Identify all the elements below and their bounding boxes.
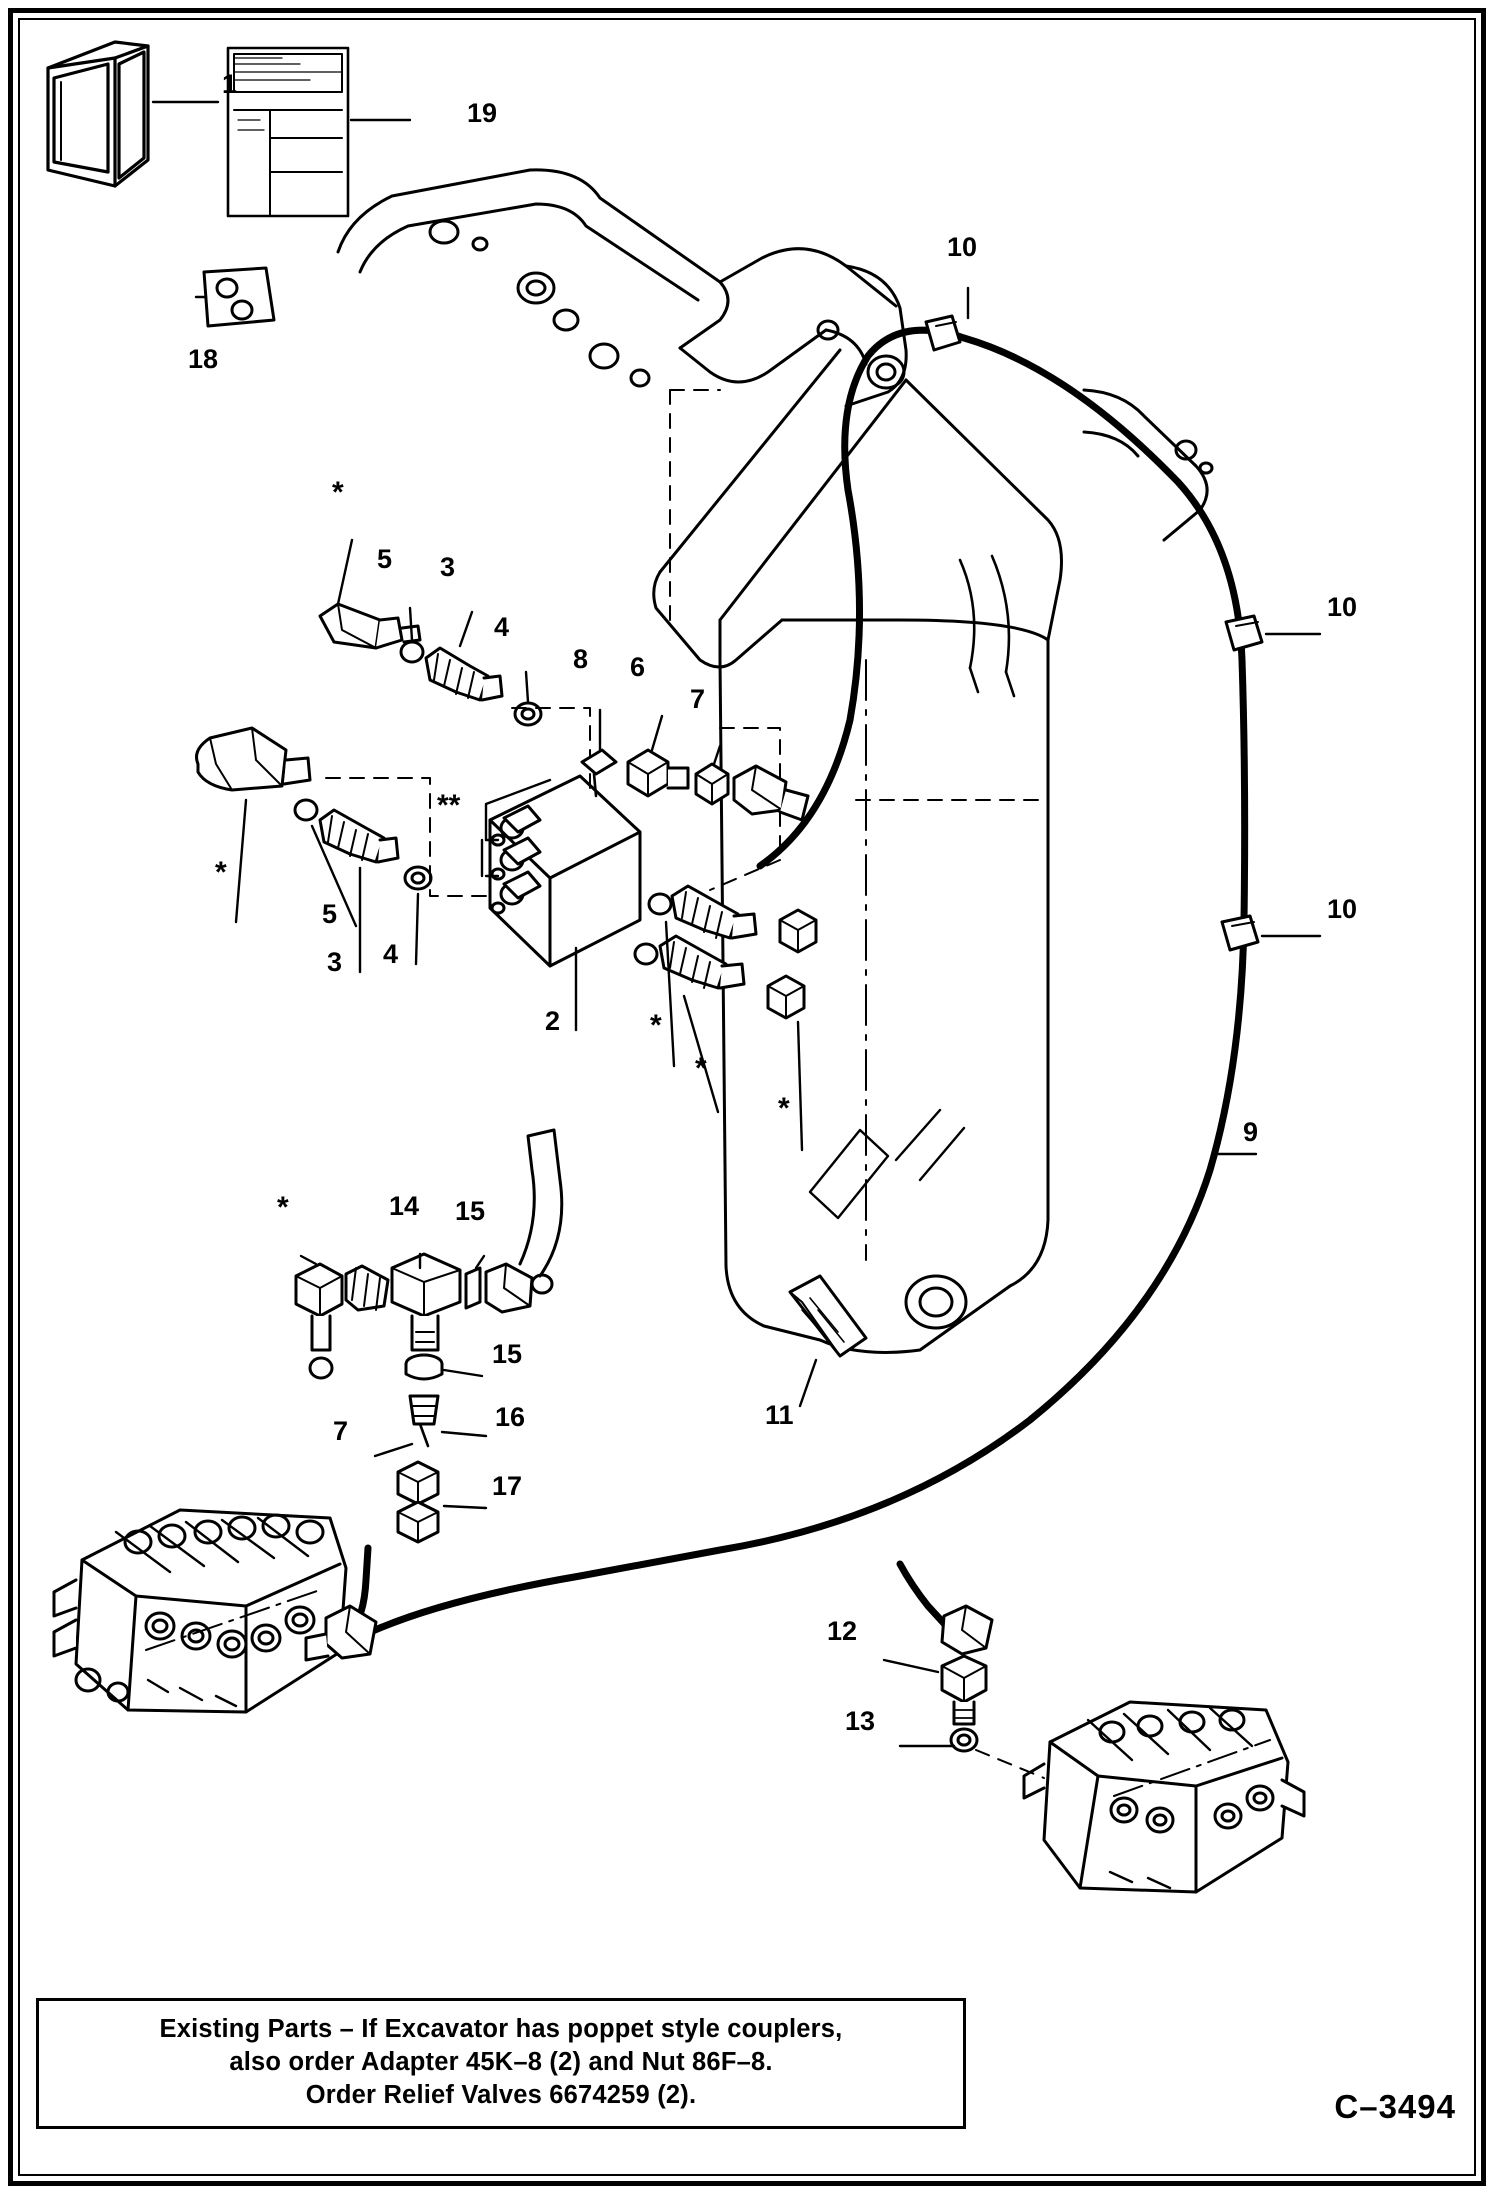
part-lower-coupler: [197, 728, 311, 790]
part-manual-box: [48, 42, 148, 186]
part-washer-4-lower: [405, 867, 431, 889]
callout-3-lower: 3: [327, 947, 343, 977]
part-oring-5-lower: [295, 800, 317, 820]
leader-17: [444, 1506, 486, 1508]
callout-16-plug: 16: [495, 1402, 526, 1432]
leader-star-c: [798, 1022, 802, 1150]
star-mark-fitting-c: *: [778, 1092, 790, 1125]
part-hose-clamp-mid: [1226, 616, 1262, 650]
callout-5-upper: 5: [377, 544, 393, 574]
existing-parts-note: [36, 1998, 966, 2129]
leader-7-lower: [375, 1444, 412, 1456]
part-control-valve-bank-right: [1024, 1702, 1304, 1892]
double-star-mark-valve: **: [437, 789, 461, 822]
star-mark-fitting-b: *: [695, 1052, 707, 1085]
callout-7-nut: 7: [690, 684, 706, 714]
part-fittings-valve-right: [635, 886, 816, 1018]
part-washer-15-lower: [406, 1355, 442, 1379]
callout-17-nut: 17: [492, 1471, 523, 1501]
callout-19-decal-sheet: 19: [467, 98, 498, 128]
callout-11-decal: 11: [765, 1400, 794, 1430]
part-washer-4-upper: [515, 703, 541, 725]
part-adapter-6: [628, 750, 688, 796]
callout-3-upper: 3: [440, 552, 456, 582]
callout-7-lower: 7: [333, 1416, 349, 1446]
leader-11: [800, 1360, 816, 1406]
diagram-canvas: [20, 20, 1474, 2174]
leader-15-lower: [444, 1370, 482, 1376]
star-mark-elbow: *: [277, 1191, 289, 1224]
callout-6-fitting: 6: [630, 652, 646, 682]
part-control-valve-bank-left: [54, 1510, 346, 1712]
leader-12: [884, 1660, 938, 1672]
part-nut-17: [398, 1462, 438, 1542]
leader-6: [652, 716, 662, 750]
part-hose-end-upper: [734, 766, 808, 820]
diagram-artwork: [20, 20, 1474, 2174]
part-hose-clamp-low: [1222, 916, 1258, 950]
callout-18-bracket: 18: [188, 344, 219, 374]
leader-15-upper: [476, 1256, 484, 1268]
part-tee-14: [392, 1254, 460, 1350]
callout-10-clamp-mid: 10: [1327, 592, 1358, 622]
callout-5-lower: 5: [322, 899, 338, 929]
callout-13-oring: 13: [845, 1706, 876, 1736]
part-plug-16: [410, 1396, 438, 1446]
callout-8-fitting: 8: [573, 644, 589, 674]
part-elbow-lower-left: [296, 1264, 342, 1378]
star-mark-fitting-a: *: [650, 1009, 662, 1042]
callout-10-clamp-top: 10: [947, 232, 978, 262]
leader-star-lower: [236, 800, 246, 922]
leader-4-lower: [416, 894, 418, 964]
part-tube-stub: [486, 1130, 562, 1312]
part-upper-coupler: [320, 604, 420, 648]
part-valve-block: [490, 776, 640, 966]
callout-2-valve-block: 2: [545, 1006, 561, 1036]
note-line-1: Existing Parts – If Excavator has poppet style couplers,: [159, 2015, 843, 2043]
part-fitting-3-upper: [426, 648, 502, 700]
leader-star-upper: [338, 540, 352, 604]
part-adapter-12: [942, 1656, 986, 1724]
star-mark-lower-coupler: *: [215, 856, 227, 889]
callout-10-clamp-low: 10: [1327, 894, 1358, 924]
callout-4-upper: 4: [494, 612, 510, 642]
note-line-2: also order Adapter 45K–8 (2) and Nut 86F–8.: [229, 2048, 773, 2077]
part-hose-end-fitting-right: [942, 1606, 992, 1654]
part-nut-7-upper: [696, 764, 728, 804]
callout-9-long-hose: 9: [1243, 1117, 1259, 1147]
callout-1-manual-box: 1: [222, 69, 238, 99]
leader-16: [442, 1432, 486, 1436]
leader-4-upper: [526, 672, 528, 702]
part-decal-sheet: [228, 48, 348, 216]
callout-15-lower: 15: [492, 1339, 523, 1369]
note-line-3: Order Relief Valves 6674259 (2).: [305, 2081, 697, 2110]
callout-14-tee: 14: [389, 1191, 420, 1221]
part-oring-5-upper: [401, 642, 423, 662]
part-washer-15-upper: [466, 1268, 480, 1308]
callout-4-lower: 4: [383, 939, 399, 969]
part-boom-assembly: [338, 170, 1212, 1353]
part-fitting-3-lower: [320, 810, 398, 862]
part-oring-13: [951, 1729, 977, 1751]
part-mount-plate: [204, 268, 274, 326]
drawing-code: C–3494: [1334, 2088, 1456, 2125]
star-mark-upper-coupler: *: [332, 476, 344, 509]
leader-star-elbow: [301, 1256, 316, 1264]
leader-7-upper: [714, 746, 720, 764]
part-hose-upper: [366, 330, 1245, 1634]
leader-3-upper: [460, 612, 472, 646]
part-threaded-nipple: [346, 1266, 388, 1310]
part-hose-clamp-top: [926, 316, 960, 350]
callout-12-adapter: 12: [827, 1616, 858, 1646]
callout-15-upper: 15: [455, 1196, 486, 1226]
